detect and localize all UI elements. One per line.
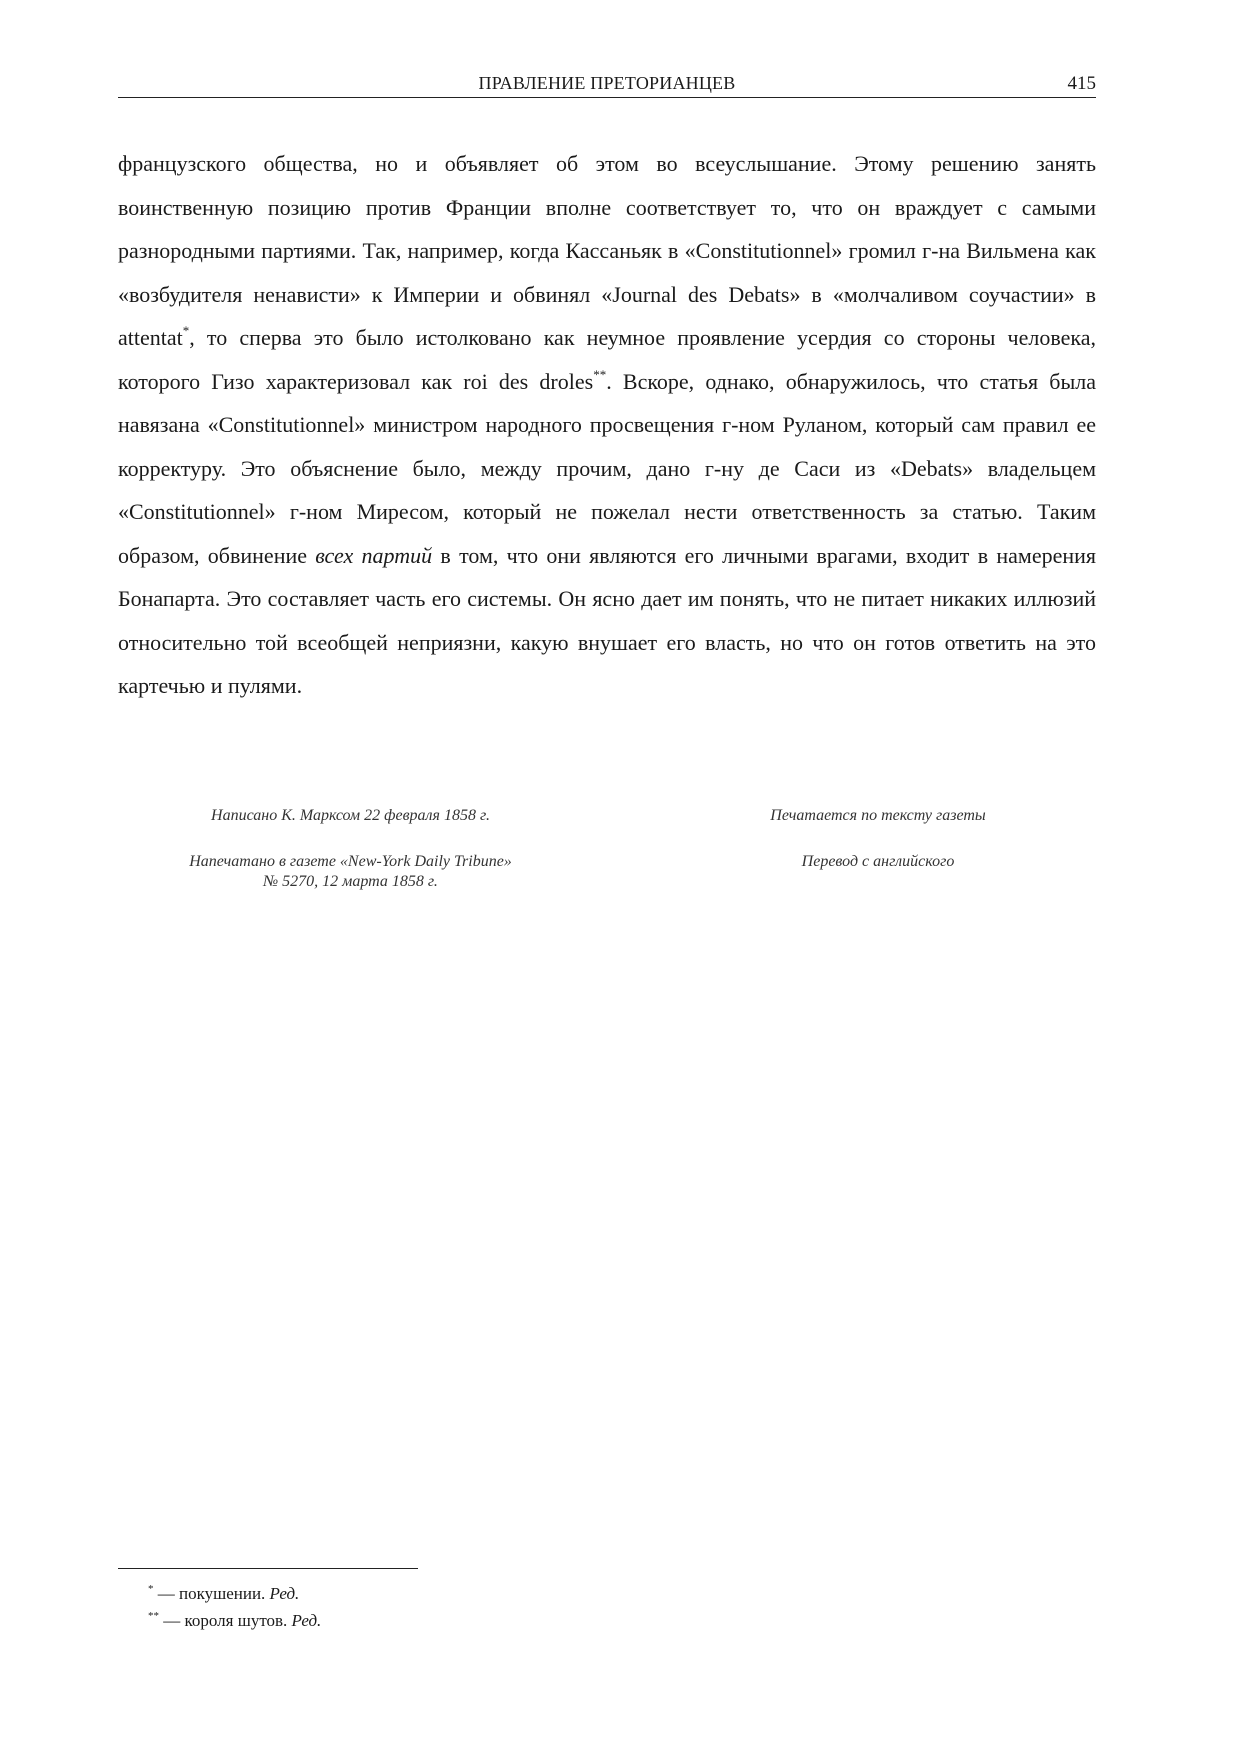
emphasis-text: всех партий [315,542,433,568]
footnote-ref: * [182,323,190,338]
footnote-rule [118,1568,418,1569]
text-segment: в том, что они являются его личными врагами, входит в намерения Бонапарта. Это составляет часть его системы. Он ясно дает им понять, что не питает никаких иллюзий относительно той всеобщей неприязни, какую внушает его власть, но что он готов ответить на это картечью и пулями. [118,542,1097,698]
body-text [118,142,1096,708]
written-note: Написано К. Марксом 22 февраля 1858 г. [211,807,490,824]
footnote-mark: ** [148,1610,159,1622]
printed-note-line2: № 5270, 12 марта 1858 г. [263,873,438,890]
text-segment: французского общества, но и объявляет об этом во всеуслышание. Этому решению занять воинственную позицию против Франции вполне соответствует то, что он враждует с самыми разнородными партиями. Так, например, когда Кассаньяк в «Constitutionnel» громил г-на Вильмена как «возбудителя ненависти» к Империи и обвинял «Journal des Debats» в «молчаливом соучастии» в attentat [118,151,1096,350]
editor-mark: Ред. [291,1611,322,1630]
translation-note: Перевод с английского [801,853,955,870]
footnote-ref: ** [593,366,607,382]
running-title: ПРАВЛЕНИЕ ПРЕТОРИАНЦЕВ [478,73,736,93]
text-segment: , то сперва это было истолковано как неумное проявление усердия со стороны человека, которого Гизо характеризовал как roi des droles [118,325,1096,394]
running-header [118,73,1096,98]
paragraph [118,142,1096,708]
footnote-text: — покушении. [153,1584,270,1603]
source-note: Печатается по тексту газеты [770,807,986,824]
footnotes [148,1580,321,1634]
source-notes [660,807,1096,872]
editor-mark: Ред. [269,1584,300,1603]
footnote-text: — короля шутов. [159,1611,292,1630]
text-segment: . Вскоре, однако, обнаружилось, что статья была навязана «Constitutionnel» министром народного просвещения г-ном Руланом, который сам правил ее корректуру. Это объяснение было, между прочим, дано г-ну де Саси из «Debats» владельцем «Constitutionnel» г-ном Миресом, который не пожелал нести ответственность за статью. Таким образом, обвинение [118,368,1096,568]
page-number: 415 [1067,73,1096,94]
publication-notes [118,807,583,892]
footnote [148,1580,321,1607]
footnote-mark: * [148,1583,154,1595]
footnote [148,1607,321,1634]
printed-note-line1: Напечатано в газете «New-York Daily Tribune» [189,853,512,870]
